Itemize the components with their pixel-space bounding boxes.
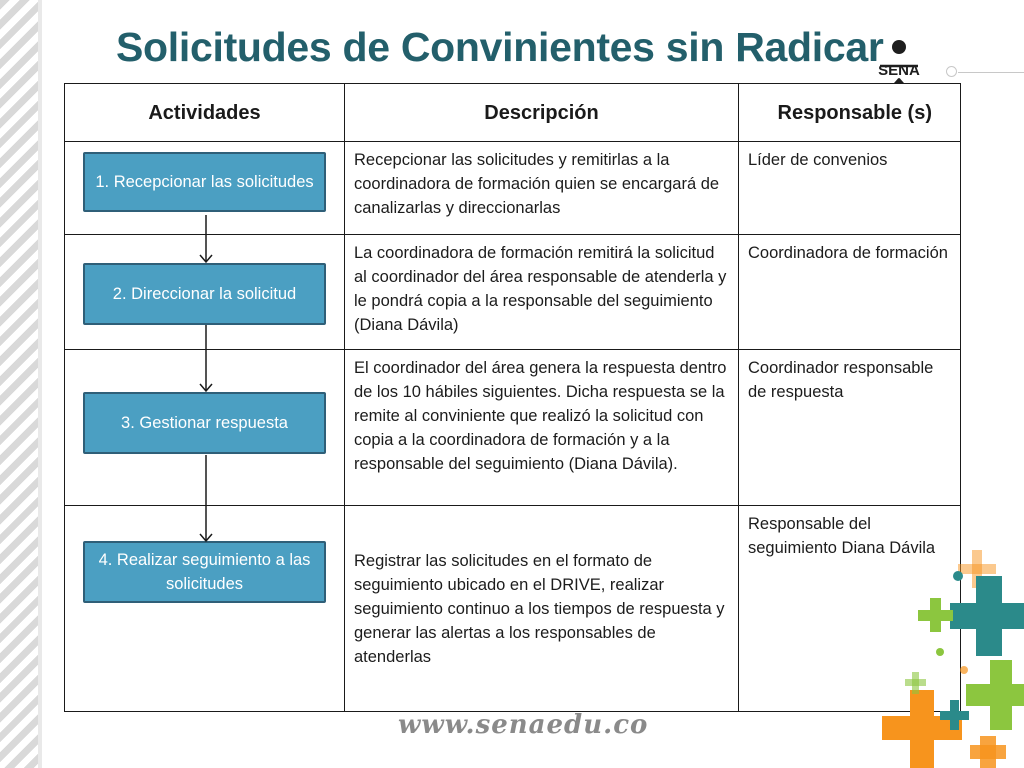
activities-table — [64, 83, 961, 712]
responsible-cell: Coordinador responsable de respuesta — [739, 350, 961, 506]
decorative-crosses — [880, 540, 1024, 768]
table-row — [65, 235, 961, 350]
header-description: Descripción — [345, 84, 739, 142]
logo-text: SENA — [878, 62, 920, 79]
dot-icon — [953, 571, 963, 581]
activity-cell — [65, 235, 345, 350]
cross-icon — [950, 576, 1024, 656]
description-cell: El coordinador del área genera la respuesta dentro de los 10 hábiles siguientes. Dicha respuesta se la remite al conviniente que realizó la solicitud con copia a la coordinadora de formación y a la responsable del seguimiento (Diana Dávila). — [345, 350, 739, 506]
description-cell: Registrar las solicitudes en el formato de seguimiento ubicado en el DRIVE, realizar seguimiento continuo a los tiempos de respuesta y generar las alertas a los responsables de atenderlas — [345, 506, 739, 712]
responsible-cell: Responsable del seguimiento Diana Dávila — [739, 506, 961, 712]
description-cell: La coordinadora de formación remitirá la solicitud al coordinador del área responsable de atenderla y le pondrá copia a la responsable del seguimiento (Diana Dávila) — [345, 235, 739, 350]
table-row — [65, 506, 961, 712]
step-4-box: 4. Realizar seguimiento a las solicitudes — [83, 541, 326, 603]
step-1-box: 1. Recepcionar las solicitudes — [83, 152, 326, 212]
step-3-box: 3. Gestionar respuesta — [83, 392, 326, 454]
header-responsible: Responsable (s) — [739, 84, 961, 142]
header-activities: Actividades — [65, 84, 345, 142]
table-row — [65, 350, 961, 506]
dot-icon — [936, 648, 944, 656]
activity-cell — [65, 506, 345, 712]
dot-icon — [960, 666, 968, 674]
cross-icon — [966, 660, 1024, 730]
footer-url: www.senaedu.co — [398, 710, 649, 740]
activity-cell — [65, 350, 345, 506]
left-decorative-stripe — [0, 0, 38, 768]
activity-cell — [65, 142, 345, 235]
responsible-cell: Coordinadora de formación — [739, 235, 961, 350]
cross-icon — [970, 736, 1006, 768]
responsible-cell: Líder de convenios — [739, 142, 961, 235]
title-decor-line — [958, 72, 1024, 73]
step-2-box: 2. Direccionar la solicitud — [83, 263, 326, 325]
title-decor-circle — [946, 66, 957, 77]
description-cell: Recepcionar las solicitudes y remitirlas a la coordinadora de formación quien se encargará de canalizarlas y direccionarlas — [345, 142, 739, 235]
page-title: Solicitudes de Convinientes sin Radicar — [116, 24, 884, 70]
table-header-row — [65, 84, 961, 142]
cross-icon — [918, 598, 953, 632]
table-row — [65, 142, 961, 235]
